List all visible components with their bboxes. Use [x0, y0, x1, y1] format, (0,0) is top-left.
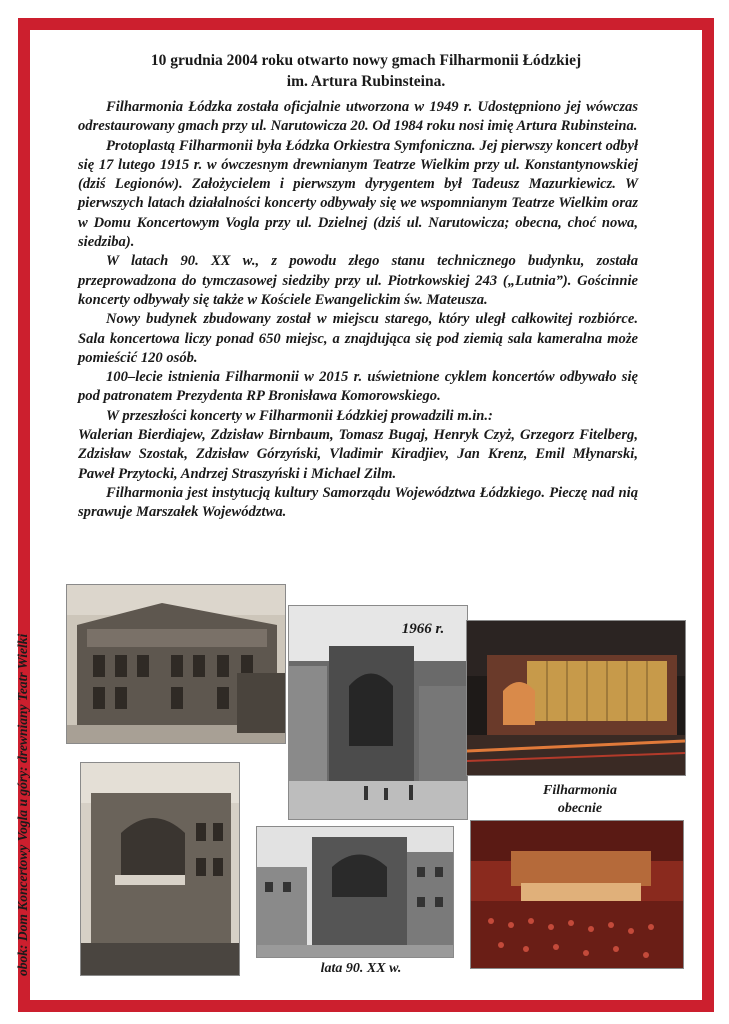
paragraph: Nowy budynek zbudowany został w miejscu starego, który uległ całkowitej rozbiórce. Sala koncertowa liczy ponad 650 miejsc, a znajdująca się pod ziemią sala kameralna może pomieścić 120 osób. [78, 311, 638, 366]
caption-now-line-1: Filharmonia [543, 783, 617, 798]
teatr-wielki-photo [66, 584, 286, 744]
paragraph: Protoplastą Filharmonii była Łódzka Orkiestra Symfoniczna. Jej pierwszy koncert odbył się 17 lutego 1915 r. w ówczesnym drewnianym Teatrze Wielkim przy ul. Konstantynowskiej (dziś Legionów). Założycielem i pierwszym dyrygentem był Tadeusz Mazurkiewicz. W pierwszych latach działalności koncerty odbywały się we wspomnianym Teatrze Wielkim oraz w Domu Koncertowym Vogla przy ul. Dzielnej (dziś ul. Narutowicza; obecna, choć nowa, siedziba). [78, 137, 638, 251]
concert-hall-photo [470, 820, 684, 969]
caption-1966: 1966 r. [401, 621, 445, 637]
paragraph: Filharmonia Łódzka została oficjalnie utworzona w 1949 r. Udostępniono jej wówczas odrestaurowany gmach przy ul. Narutowicza 20. Od 1984 roku nosi imię Artura Rubinsteina. [78, 99, 638, 135]
caption-nineties: lata 90. XX w. [320, 961, 402, 976]
paragraph: Filharmonia jest instytucją kultury Samorządu Województwa Łódzkiego. Pieczę nad nią sprawuje Marszałek Województwa. [78, 484, 638, 521]
paragraph: W latach 90. XX w., z powodu złego stanu technicznego budynku, została przeprowadzona do tymczasowej siedziby przy ul. Piotrkowskiej 243 („Lutnia”). Gościnnie koncerty odbywały się także w Kościele Ewangelickim św. Mateusza. [78, 253, 638, 308]
title-line-1: 10 grudnia 2004 roku otwarto nowy gmach Filharmonii Łódzkiej [150, 52, 582, 69]
vertical-caption: obok: Dom Koncertowy Vogla u góry: drewniany Teatr Wielki [15, 633, 30, 976]
article-body [78, 98, 638, 523]
title-line-2: im. Artura Rubinsteina. [286, 73, 446, 90]
paragraph: W przeszłości koncerty w Filharmonii Łódzkiej prowadzili m.in.: [106, 407, 493, 424]
page-title [30, 50, 702, 92]
nineties-photo [256, 826, 454, 958]
paragraph: 100–lecie istnienia Filharmonii w 2015 r. uświetnione cyklem koncertów odbywało się pod patronatem Prezydenta RP Bronisława Komorowskiego. [78, 369, 638, 405]
paragraph: Walerian Bierdiajew, Zdzisław Birnbaum, Tomasz Bugaj, Henryk Czyż, Grzegorz Fitelberg, Zdzisław Szostak, Zdzisław Górzyński, Vladimir Kiradjiev, Jan Krenz, Emil Młynarski, Paweł Przytocki, Andrzej Straszyński i Michael Zilm. [78, 427, 638, 482]
caption-now-line-2: obecnie [557, 801, 603, 816]
dom-koncertowy-vogla-photo [80, 762, 240, 976]
caption-filharmonia-obecnie [520, 782, 640, 818]
modern-building-photo [466, 620, 686, 776]
